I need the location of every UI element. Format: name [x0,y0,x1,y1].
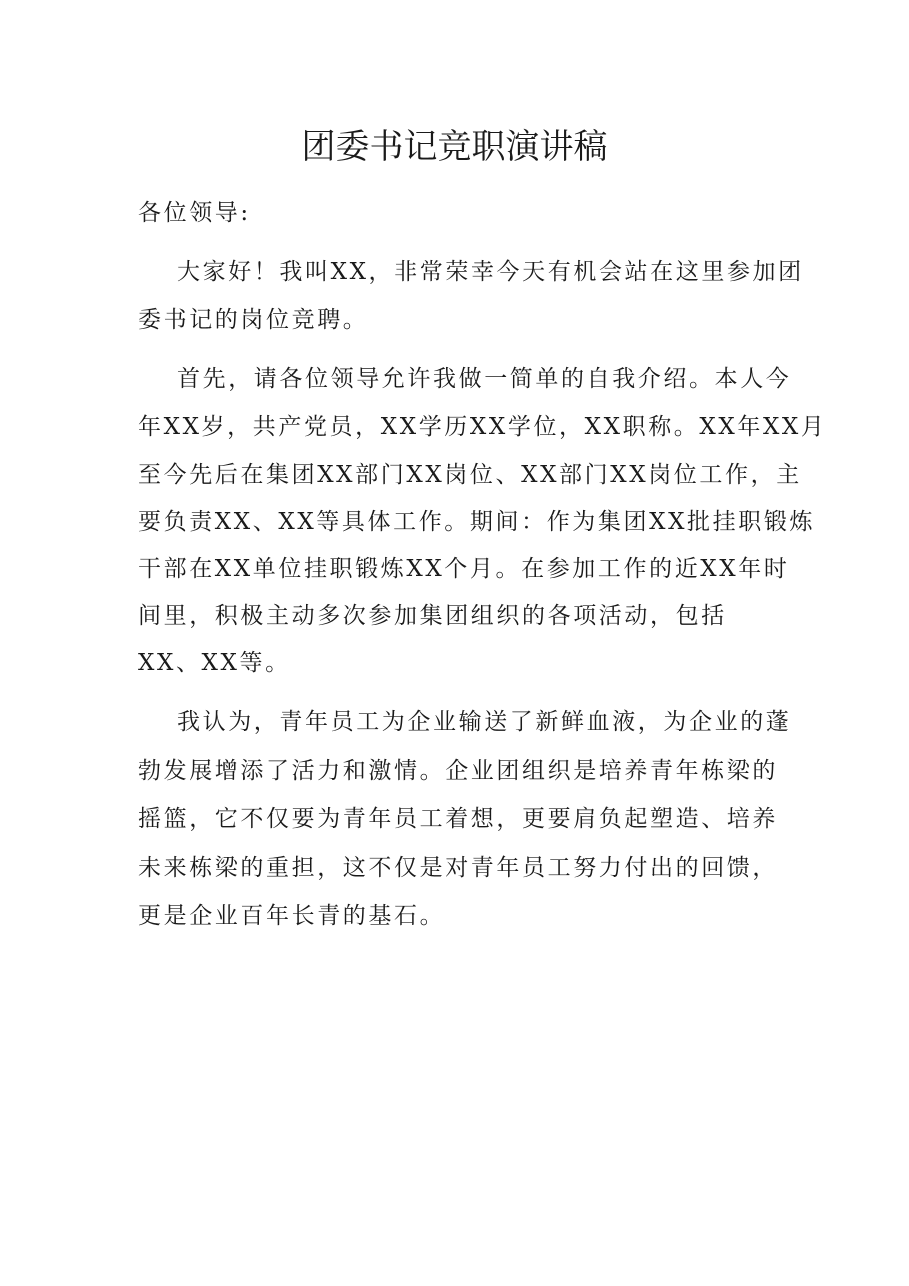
paragraph-2-line-4: 要负责XX、XX等具体工作。期间：作为集团XX批挂职锻炼 [138,509,816,535]
salutation: 各位领导: [138,200,251,226]
paragraph-3-line-1: 我认为，青年员工为企业输送了新鲜血液，为企业的蓬 [177,709,792,735]
paragraph-1-line-1: 大家好！我叫XX，非常荣幸今天有机会站在这里参加团 [177,259,804,285]
paragraph-2-line-5: 干部在XX单位挂职锻炼XX个月。在参加工作的近XX年时 [138,556,790,582]
document-title: 团委书记竞职演讲稿 [301,127,608,167]
paragraph-2-line-1: 首先，请各位领导允许我做一简单的自我介绍。本人今 [177,366,792,392]
paragraph-2-line-6: 间里，积极主动多次参加集团组织的各项活动，包括 [138,603,727,629]
paragraph-2-line-2: 年XX岁，共产党员，XX学历XX学位，XX职称。XX年XX月 [138,414,827,440]
paragraph-3-line-3: 摇篮，它不仅要为青年员工着想，更要肩负起塑造、培养 [138,806,778,832]
paragraph-3-line-2: 勃发展增添了活力和激情。企业团组织是培养青年栋梁的 [138,758,778,784]
paragraph-2-line-7: XX、XX等。 [138,650,291,676]
paragraph-3-line-4: 未来栋梁的重担，这不仅是对青年员工努力付出的回馈， [138,855,778,881]
paragraph-2-line-3: 至今先后在集团XX部门XX岗位、XX部门XX岗位工作，主 [138,462,802,488]
paragraph-3-line-5: 更是企业百年长青的基石。 [138,903,446,929]
paragraph-1-line-2: 委书记的岗位竞聘。 [138,307,369,333]
